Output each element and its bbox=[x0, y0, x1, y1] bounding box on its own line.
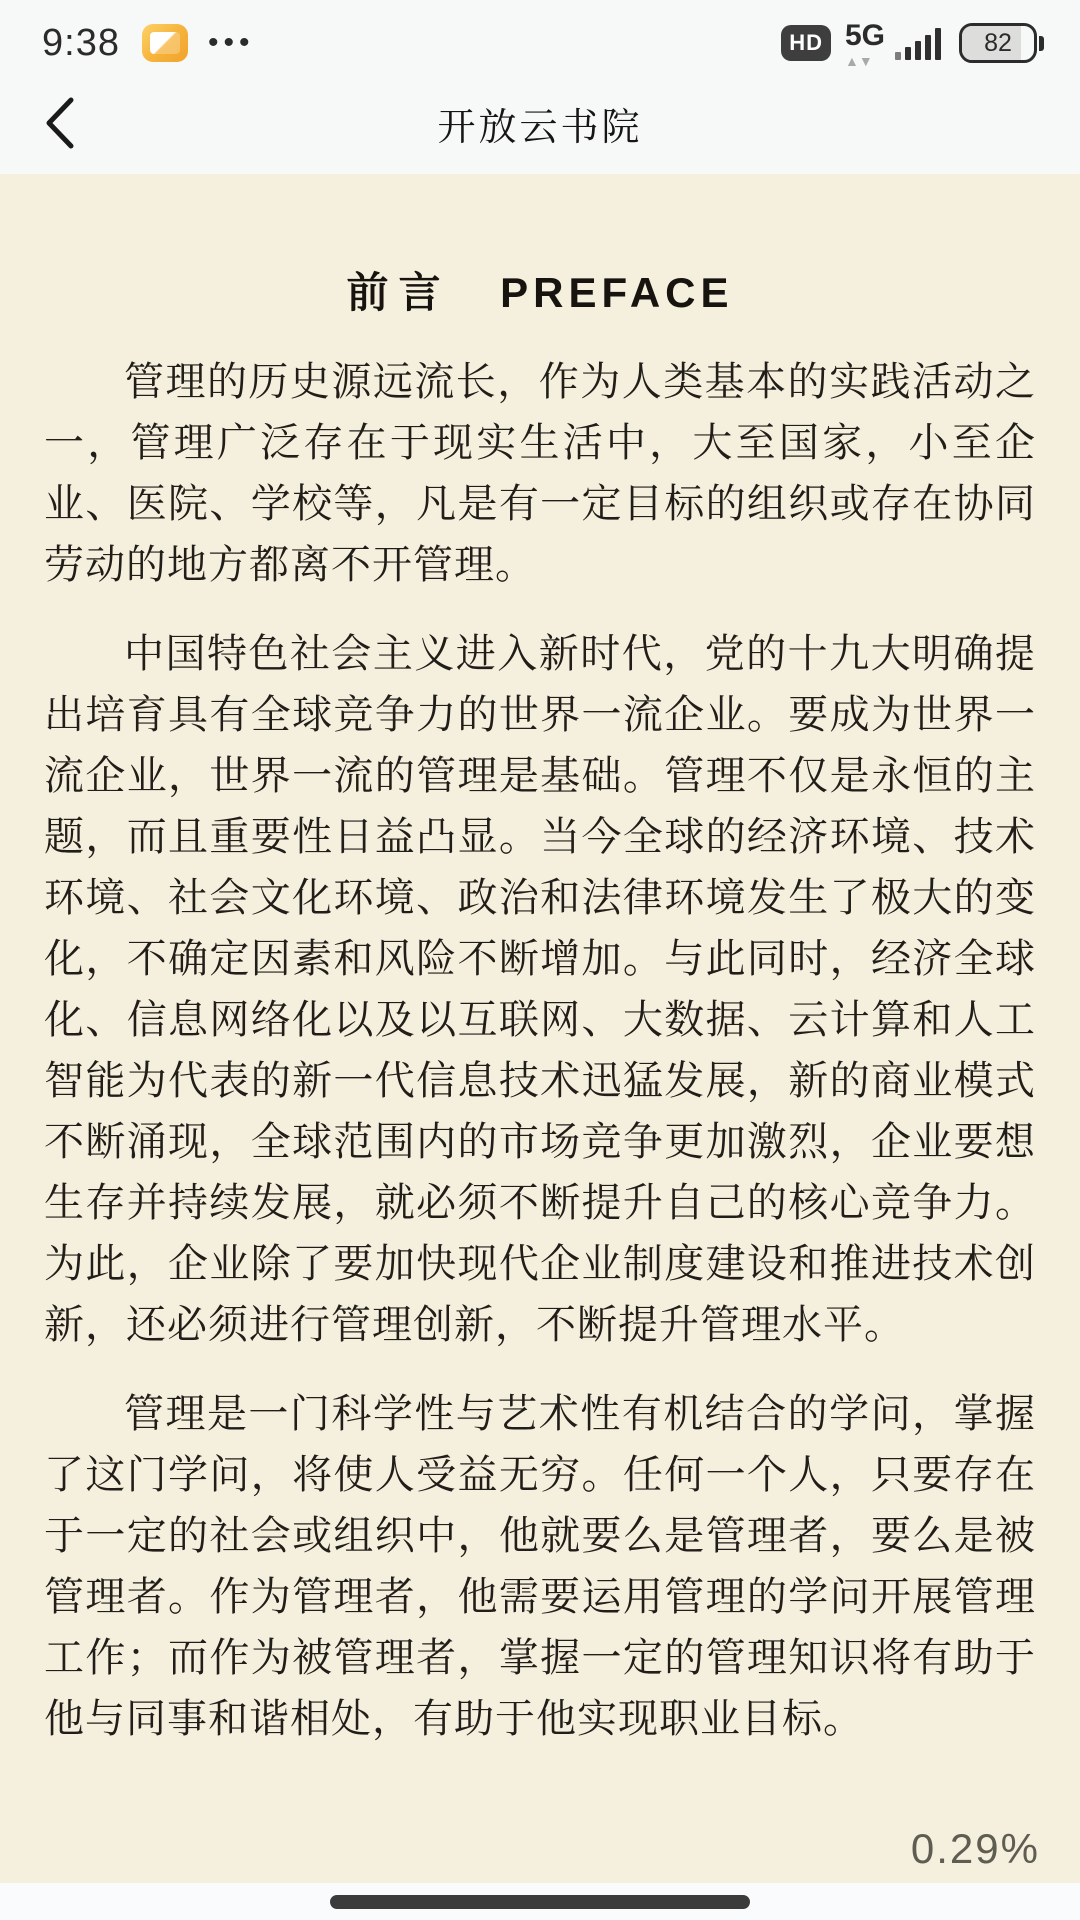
battery-cap bbox=[1039, 36, 1044, 51]
home-indicator-bar[interactable] bbox=[330, 1895, 750, 1909]
page-title: 开放云书院 bbox=[437, 106, 643, 149]
hd-voice-icon: HD bbox=[781, 25, 831, 61]
more-notifications-icon: ••• bbox=[207, 26, 255, 59]
reading-progress: 0.29% bbox=[910, 1825, 1040, 1872]
paragraph: 中国特色社会主义进入新时代，党的十九大明确提出培育具有全球竞争力的世界一流企业。要成为世界一流企业，世界一流的管理是基础。管理不仅是永恒的主题，而且重要性日益凸显。当今全球的经济环境、技术环境、社会文化环境、政治和法律环境发生了极大的变化，不确定因素和风险不断增加。与此同时，经济全球化、信息网络化以及以互联网、大数据、云计算和人工智能为代表的新一代信息技术迅猛发展，新的商业模式不断涌现，全球范围内的市场竞争更加激烈，企业要想生存并持续发展，就必须不断提升自己的核心竞争力。为此，企业除了要加快现代企业制度建设和推进技术创新，还必须进行管理创新，不断提升管理水平。 bbox=[44, 632, 1036, 1347]
reader-page[interactable] bbox=[0, 174, 1080, 1883]
paragraph: 管理的历史源远流长，作为人类基本的实践活动之一，管理广泛存在于现实生活中，大至国家，小至企业、医院、学校等，凡是有一定目标的组织或存在协同劳动的地方都离不开管理。 bbox=[44, 360, 1036, 587]
system-navigation-strip bbox=[0, 1883, 1080, 1920]
nav-bar bbox=[0, 72, 1080, 174]
network-type bbox=[845, 19, 885, 67]
back-button[interactable] bbox=[28, 91, 92, 155]
battery-percent: 82 bbox=[984, 28, 1012, 57]
clock: 9:38 bbox=[42, 21, 120, 64]
chevron-left-icon bbox=[43, 96, 77, 150]
notification-app-icon bbox=[142, 24, 188, 62]
chapter-heading-zh: 前言 bbox=[346, 269, 451, 316]
chapter-body bbox=[44, 352, 1036, 1750]
data-activity-icon: ▲▼ bbox=[844, 53, 873, 69]
network-5g-label: 5G bbox=[844, 19, 885, 52]
chapter-heading-en: PREFACE bbox=[500, 269, 734, 316]
chapter-heading bbox=[44, 260, 1036, 320]
status-bar bbox=[0, 0, 1080, 72]
signal-strength-icon bbox=[891, 26, 941, 60]
paragraph: 管理是一门科学性与艺术性有机结合的学问，掌握了这门学问，将使人受益无穷。任何一个人，只要存在于一定的社会或组织中，他就要么是管理者，要么是被管理者。作为管理者，他需要运用管理的学问开展管理工作；而作为被管理者，掌握一定的管理知识将有助于他与同事和谐相处，有助于他实现职业目标。 bbox=[44, 1392, 1036, 1741]
battery-indicator bbox=[959, 23, 1044, 63]
